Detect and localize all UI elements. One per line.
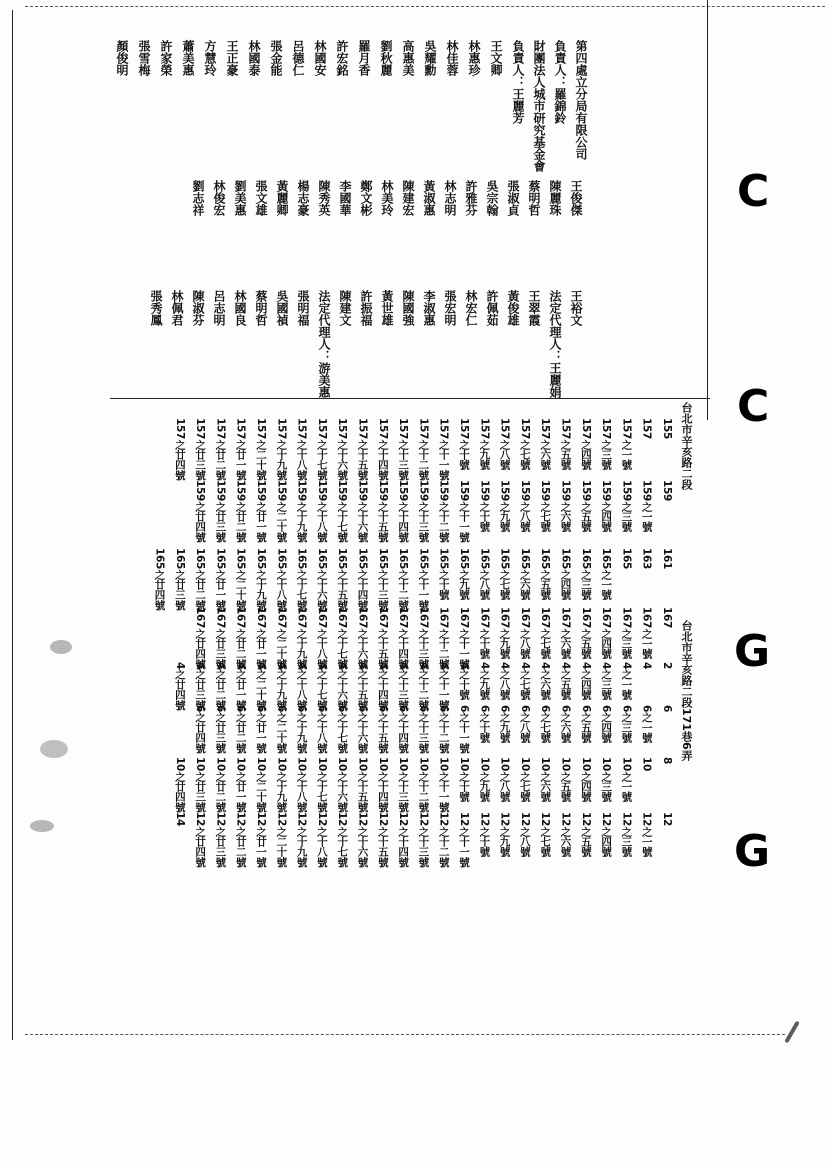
address-number: 157之三號: [600, 418, 613, 470]
owner-name-group3: 蔡明哲: [527, 180, 541, 216]
address-number: 6之一號: [640, 705, 653, 743]
address-number: 6之九號: [498, 705, 511, 743]
address-number: 4之十號: [458, 662, 470, 700]
owner-name-group3: 李國華: [338, 180, 352, 216]
address-number: 12之廿一號: [255, 812, 267, 867]
street-header-left: 台北市辛亥路二段: [680, 402, 693, 490]
owner-name-group3: 張文雄: [254, 180, 268, 216]
address-number: 12之十二號: [437, 812, 450, 867]
address-number: 159之廿一號: [255, 480, 267, 542]
address-number: 167之一號: [640, 607, 653, 659]
owner-name-group3: 黃淑惠: [422, 180, 436, 216]
margin-mark-1: C: [737, 166, 770, 217]
address-number: 167之十四號: [397, 607, 410, 669]
address-number: 165之七號: [498, 548, 511, 600]
address-number: 6之三號: [620, 705, 633, 743]
address-number: 10之十二號: [417, 757, 430, 812]
address-number: 12之十七號: [336, 812, 349, 867]
address-number: 4之十六號: [336, 662, 349, 710]
address-number: 167之十八號: [315, 607, 328, 669]
address-number: 6之十四號: [397, 705, 410, 753]
address-number: 12之廿二號: [234, 812, 247, 867]
address-number: 159之五號: [579, 480, 592, 532]
address-number: 4之十七號: [315, 662, 328, 710]
owner-name-group2: 林國安: [313, 40, 327, 76]
owner-name-group4: 黃俊雄: [506, 290, 520, 326]
address-number: 4之廿一號: [234, 662, 247, 710]
top-group-1-entry: 財團法人城市研究基金會: [532, 40, 546, 172]
address-number: 4之十八號: [295, 662, 308, 710]
address-number: 157之一號: [620, 418, 633, 470]
owner-name-group2: 顏俊明: [115, 40, 129, 76]
address-number: 167之六號: [559, 607, 572, 659]
address-number: 10之九號: [478, 757, 491, 802]
address-number: 165之十一號: [417, 548, 430, 610]
owner-name-group4: 林佩君: [170, 290, 184, 326]
owner-name-group3: 陳麗珠: [548, 180, 562, 216]
address-number: 10之廿一號: [234, 757, 247, 812]
owner-name-group4: 陳國強: [401, 290, 415, 326]
address-number: 159之十九號: [295, 480, 308, 542]
address-number: 165之十號: [437, 548, 450, 600]
address-number: 6之十八號: [315, 705, 328, 753]
address-number: 10之十九號: [275, 757, 288, 812]
address-number: 167之十三號: [417, 607, 430, 669]
address-number: 4之八號: [498, 662, 511, 700]
owner-name-group4: 王裕文: [569, 290, 583, 326]
owner-name-group3: 劉美惠: [233, 180, 247, 216]
address-number: 4之十九號: [275, 662, 288, 710]
address-number: 167之廿三號: [214, 607, 227, 669]
address-number: 155: [661, 418, 673, 440]
upper-section-rule: [110, 398, 710, 399]
address-number: 165之六號: [518, 548, 531, 600]
address-number: 165之十三號: [376, 548, 389, 610]
right-vertical-rule: [707, 0, 708, 420]
owner-name-group2: 呂德仁: [291, 40, 305, 76]
address-number: 12之十六號: [356, 812, 369, 867]
address-number: 157之二十號: [255, 418, 267, 480]
address-number: 4之六號: [539, 662, 552, 700]
address-number: 167之七號: [539, 607, 552, 659]
scan-speck: [30, 820, 54, 832]
owner-name-group2: 蕭美惠: [181, 40, 195, 76]
address-number: 12之四號: [600, 812, 613, 857]
address-number: 157之八號: [498, 418, 511, 470]
bottom-dashed-border: [25, 1034, 785, 1035]
owner-name-group4: 蔡明哲: [254, 290, 268, 326]
address-number: 167之八號: [518, 607, 531, 659]
address-number: 6之二十號: [275, 705, 288, 753]
address-number: 10之八號: [498, 757, 511, 802]
owner-name-group4: 林宏仁: [464, 290, 478, 326]
address-number: 6之十一號: [458, 705, 470, 753]
address-number: 159之二十號: [275, 480, 288, 542]
address-number: 6之七號: [539, 705, 552, 743]
owner-name-group4: 吳國禎: [275, 290, 289, 326]
address-number: 165之八號: [478, 548, 491, 600]
address-number: 4之一號: [620, 662, 633, 700]
left-vertical-rule: [12, 10, 13, 1040]
address-number: 6之十六號: [356, 705, 369, 753]
owner-name-group2: 王文卿: [489, 40, 503, 76]
address-number: 159之十八號: [315, 480, 328, 542]
address-number: 6之十二號: [437, 705, 450, 753]
address-number: 10之十七號: [315, 757, 328, 812]
address-number: 159之十三號: [417, 480, 430, 542]
address-number: 8: [661, 757, 673, 765]
address-number: 161: [661, 548, 673, 570]
address-number: 167之十六號: [356, 607, 369, 669]
address-number: 10: [640, 757, 653, 772]
address-number: 6之十七號: [336, 705, 349, 753]
address-number: 157之廿三號: [194, 418, 207, 480]
address-number: 4之九號: [478, 662, 491, 700]
owner-name-group4: 李淑惠: [422, 290, 436, 326]
address-number: 12之十一號: [458, 812, 470, 867]
address-number: 167之廿二號: [234, 607, 247, 669]
owner-name-group2: 許宏銘: [335, 40, 349, 76]
address-number: 157之七號: [518, 418, 531, 470]
owner-name-group4: 王翠霞: [527, 290, 541, 326]
address-number: 167之十一號: [458, 607, 470, 669]
address-number: 165之十八號: [275, 548, 288, 610]
address-number: 159之七號: [539, 480, 552, 532]
top-dashed-border: [25, 6, 825, 7]
address-number: 159之六號: [559, 480, 572, 532]
address-number: 12之十五號: [376, 812, 389, 867]
owner-name-group4: 林國良: [233, 290, 247, 326]
address-number: 12之廿四號: [194, 812, 207, 867]
address-number: 159: [661, 480, 673, 502]
address-number: 2: [661, 662, 673, 670]
address-number: 12: [661, 812, 673, 827]
address-number: 12之廿三號: [214, 812, 227, 867]
owner-name-group3: 許雅芬: [464, 180, 478, 216]
address-number: 10之十號: [458, 757, 470, 802]
address-number: 10之十一號: [437, 757, 450, 812]
address-number: 10之十八號: [295, 757, 308, 812]
address-number: 6之十號: [478, 705, 491, 743]
owner-name-group4: 張秀鳳: [149, 290, 163, 326]
address-number: 157之四號: [579, 418, 592, 470]
address-number: 4之五號: [559, 662, 572, 700]
address-number: 12之十八號: [315, 812, 328, 867]
address-number: 159之十五號: [376, 480, 389, 542]
address-number: 157之十六號: [336, 418, 349, 480]
address-number: 12之五號: [579, 812, 592, 857]
address-number: 10之十五號: [356, 757, 369, 812]
address-number: 10之十三號: [397, 757, 410, 812]
margin-mark-2: C: [737, 381, 770, 432]
top-group-1-entry: 第四處立分局有限公司: [574, 40, 588, 160]
address-number: 12之九號: [498, 812, 511, 857]
address-number: 4之四號: [579, 662, 592, 700]
address-number: 159之廿二號: [234, 480, 247, 542]
owner-name-group4: 陳建文: [338, 290, 352, 326]
address-number: 12之六號: [559, 812, 572, 857]
owner-name-group3: 劉志祥: [191, 180, 205, 216]
address-number: 10之廿二號: [214, 757, 227, 812]
owner-name-group2: 張雪梅: [137, 40, 151, 76]
address-number: 165之一號: [600, 548, 613, 600]
address-number: 6之八號: [518, 705, 531, 743]
address-number: 157之十七號: [315, 418, 328, 480]
address-number: 10之四號: [579, 757, 592, 802]
address-number: 165之十二號: [397, 548, 410, 610]
owner-name-group4: 張明福: [296, 290, 310, 326]
owner-name-group3: 陳秀英: [317, 180, 331, 216]
owner-name-group4: 黃世雄: [380, 290, 394, 326]
owner-name-group2: 劉秋麗: [379, 40, 393, 76]
owner-name-group2: 許家榮: [159, 40, 173, 76]
address-number: 159之一號: [640, 480, 653, 532]
address-number: 10之廿三號: [194, 757, 207, 812]
address-number: 6之廿一號: [255, 705, 267, 753]
owner-name-group2: 方慧玲: [203, 40, 217, 76]
address-number: 165之十七號: [295, 548, 308, 610]
address-number: 4之十一號: [437, 662, 450, 710]
address-number: 165: [620, 548, 633, 570]
address-number: 10之廿四號: [173, 757, 186, 812]
address-number: 12之三號: [620, 812, 633, 857]
address-number: 4之廿三號: [194, 662, 207, 710]
margin-mark-3: G: [734, 626, 771, 677]
owner-name-group3: 陳建宏: [401, 180, 415, 216]
owner-name-group2: 林惠珍: [467, 40, 481, 76]
owner-name-group3: 楊志豪: [296, 180, 310, 216]
margin-mark-4: G: [734, 826, 771, 877]
top-group-1-entry: 負責人：王麗芳: [511, 40, 525, 124]
address-number: 157之十九號: [275, 418, 288, 480]
address-number: 165之十四號: [356, 548, 369, 610]
address-number: 165之二十號: [234, 548, 247, 610]
address-number: 157之十八號: [295, 418, 308, 480]
address-number: 157之廿二號: [214, 418, 227, 480]
address-number: 14: [173, 812, 186, 827]
address-number: 4之十五號: [356, 662, 369, 710]
address-number: 157之五號: [559, 418, 572, 470]
address-number: 167之九號: [498, 607, 511, 659]
address-number: 167之廿四號: [194, 607, 207, 669]
owner-name-group3: 鄭文彬: [359, 180, 373, 216]
address-number: 167之廿一號: [255, 607, 267, 669]
address-number: 6之十五號: [376, 705, 389, 753]
address-number: 159之十一號: [458, 480, 470, 542]
address-number: 157之廿四號: [173, 418, 186, 480]
address-number: 12之一號: [640, 812, 653, 857]
address-number: 157: [640, 418, 653, 440]
address-number: 4之三號: [600, 662, 613, 700]
address-number: 10之十六號: [336, 757, 349, 812]
address-number: 165之廿三號: [173, 548, 186, 610]
owner-name-group2: 吳耀勳: [423, 40, 437, 76]
address-number: 4之廿二號: [214, 662, 227, 710]
address-number: 4: [640, 662, 653, 670]
owner-name-group3: 林美玲: [380, 180, 394, 216]
address-number: 167之四號: [600, 607, 613, 659]
address-number: 12之十四號: [397, 812, 410, 867]
address-number: 12之二十號: [275, 812, 288, 867]
address-number: 167之十二號: [437, 607, 450, 669]
owner-name-group3: 林俊宏: [212, 180, 226, 216]
owner-name-group4: 張宏明: [443, 290, 457, 326]
address-number: 165之五號: [539, 548, 552, 600]
address-number: 10之三號: [600, 757, 613, 802]
address-number: 159之廿四號: [194, 480, 207, 542]
owner-name-group4: 許佩茹: [485, 290, 499, 326]
street-header-right: 台北市辛亥路二段171巷6弄: [680, 620, 693, 761]
owner-name-group2: 王正豪: [225, 40, 239, 76]
address-number: 4之十四號: [376, 662, 389, 710]
address-number: 159之十七號: [336, 480, 349, 542]
address-number: 165之九號: [458, 548, 470, 600]
address-number: 165之四號: [559, 548, 572, 600]
owner-name-group4: 法定代理人：王麗娟: [548, 290, 562, 398]
address-number: 6之十九號: [295, 705, 308, 753]
address-number: 12之十號: [478, 812, 491, 857]
owner-name-group3: 林志明: [443, 180, 457, 216]
address-number: 4之十三號: [397, 662, 410, 710]
address-number: 157之十一號: [437, 418, 450, 480]
address-number: 4之十二號: [417, 662, 430, 710]
address-number: 167之五號: [579, 607, 592, 659]
address-number: 165之十五號: [336, 548, 349, 610]
address-number: 12之八號: [518, 812, 531, 857]
owner-name-group4: 法定代理人：游美惠: [317, 290, 331, 398]
address-number: 159之八號: [518, 480, 531, 532]
scan-speck: [784, 1021, 799, 1044]
owner-name-group2: 林國泰: [247, 40, 261, 76]
address-number: 157之十二號: [417, 418, 430, 480]
address-number: 167之十九號: [295, 607, 308, 669]
owner-name-group2: 羅月香: [357, 40, 371, 76]
address-number: 159之十四號: [397, 480, 410, 542]
address-number: 6之四號: [600, 705, 613, 743]
address-number: 159之十二號: [437, 480, 450, 542]
scan-speck: [50, 640, 72, 654]
owner-name-group3: 王俊傑: [569, 180, 583, 216]
address-number: 4之七號: [518, 662, 531, 700]
address-number: 12之七號: [539, 812, 552, 857]
owner-name-group3: 張淑貞: [506, 180, 520, 216]
owner-name-group4: 許振福: [359, 290, 373, 326]
address-number: 165之十六號: [315, 548, 328, 610]
address-number: 165之廿四號: [153, 548, 166, 610]
address-number: 4之廿四號: [173, 662, 186, 710]
address-number: 6之廿四號: [194, 705, 207, 753]
owner-name-group3: 黃麗卿: [275, 180, 289, 216]
address-number: 6之廿二號: [234, 705, 247, 753]
address-number: 10之二十號: [255, 757, 267, 812]
address-number: 157之十三號: [397, 418, 410, 480]
address-number: 4之二十號: [255, 662, 267, 710]
address-number: 157之十五號: [356, 418, 369, 480]
owner-name-group2: 高惠美: [401, 40, 415, 76]
address-number: 157之九號: [478, 418, 491, 470]
address-number: 6之十三號: [417, 705, 430, 753]
address-number: 10之五號: [559, 757, 572, 802]
address-number: 157之十四號: [376, 418, 389, 480]
owner-name-group3: 吳宗翰: [485, 180, 499, 216]
address-number: 159之廿三號: [214, 480, 227, 542]
address-number: 6之五號: [579, 705, 592, 743]
address-number: 159之三號: [620, 480, 633, 532]
address-number: 157之六號: [539, 418, 552, 470]
address-number: 167之三號: [620, 607, 633, 659]
address-number: 163: [640, 548, 653, 570]
address-number: 165之廿一號: [214, 548, 227, 610]
address-number: 10之七號: [518, 757, 531, 802]
address-number: 165之三號: [579, 548, 592, 600]
address-number: 12之十三號: [417, 812, 430, 867]
address-number: 10之一號: [620, 757, 633, 802]
owner-name-group4: 呂志明: [212, 290, 226, 326]
address-number: 157之十號: [458, 418, 470, 470]
address-number: 12之十九號: [295, 812, 308, 867]
address-number: 167: [661, 607, 673, 629]
address-number: 6之六號: [559, 705, 572, 743]
owner-name-group2: 張金能: [269, 40, 283, 76]
address-number: 167之十七號: [336, 607, 349, 669]
address-number: 167之二十號: [275, 607, 288, 669]
address-number: 165之廿二號: [194, 548, 207, 610]
address-number: 165之十九號: [255, 548, 267, 610]
address-number: 10之十四號: [376, 757, 389, 812]
owner-name-group2: 林佳蓉: [445, 40, 459, 76]
scan-speck: [40, 740, 68, 758]
address-number: 6之廿三號: [214, 705, 227, 753]
address-number: 159之十六號: [356, 480, 369, 542]
address-number: 167之十號: [478, 607, 491, 659]
address-number: 6: [661, 705, 673, 713]
address-number: 10之六號: [539, 757, 552, 802]
address-number: 167之十五號: [376, 607, 389, 669]
address-number: 157之廿一號: [234, 418, 247, 480]
address-number: 159之九號: [498, 480, 511, 532]
top-group-1-entry: 負責人：羅錦鈴: [553, 40, 567, 124]
owner-name-group4: 陳淑芬: [191, 290, 205, 326]
address-number: 159之四號: [600, 480, 613, 532]
address-number: 159之十號: [478, 480, 491, 532]
